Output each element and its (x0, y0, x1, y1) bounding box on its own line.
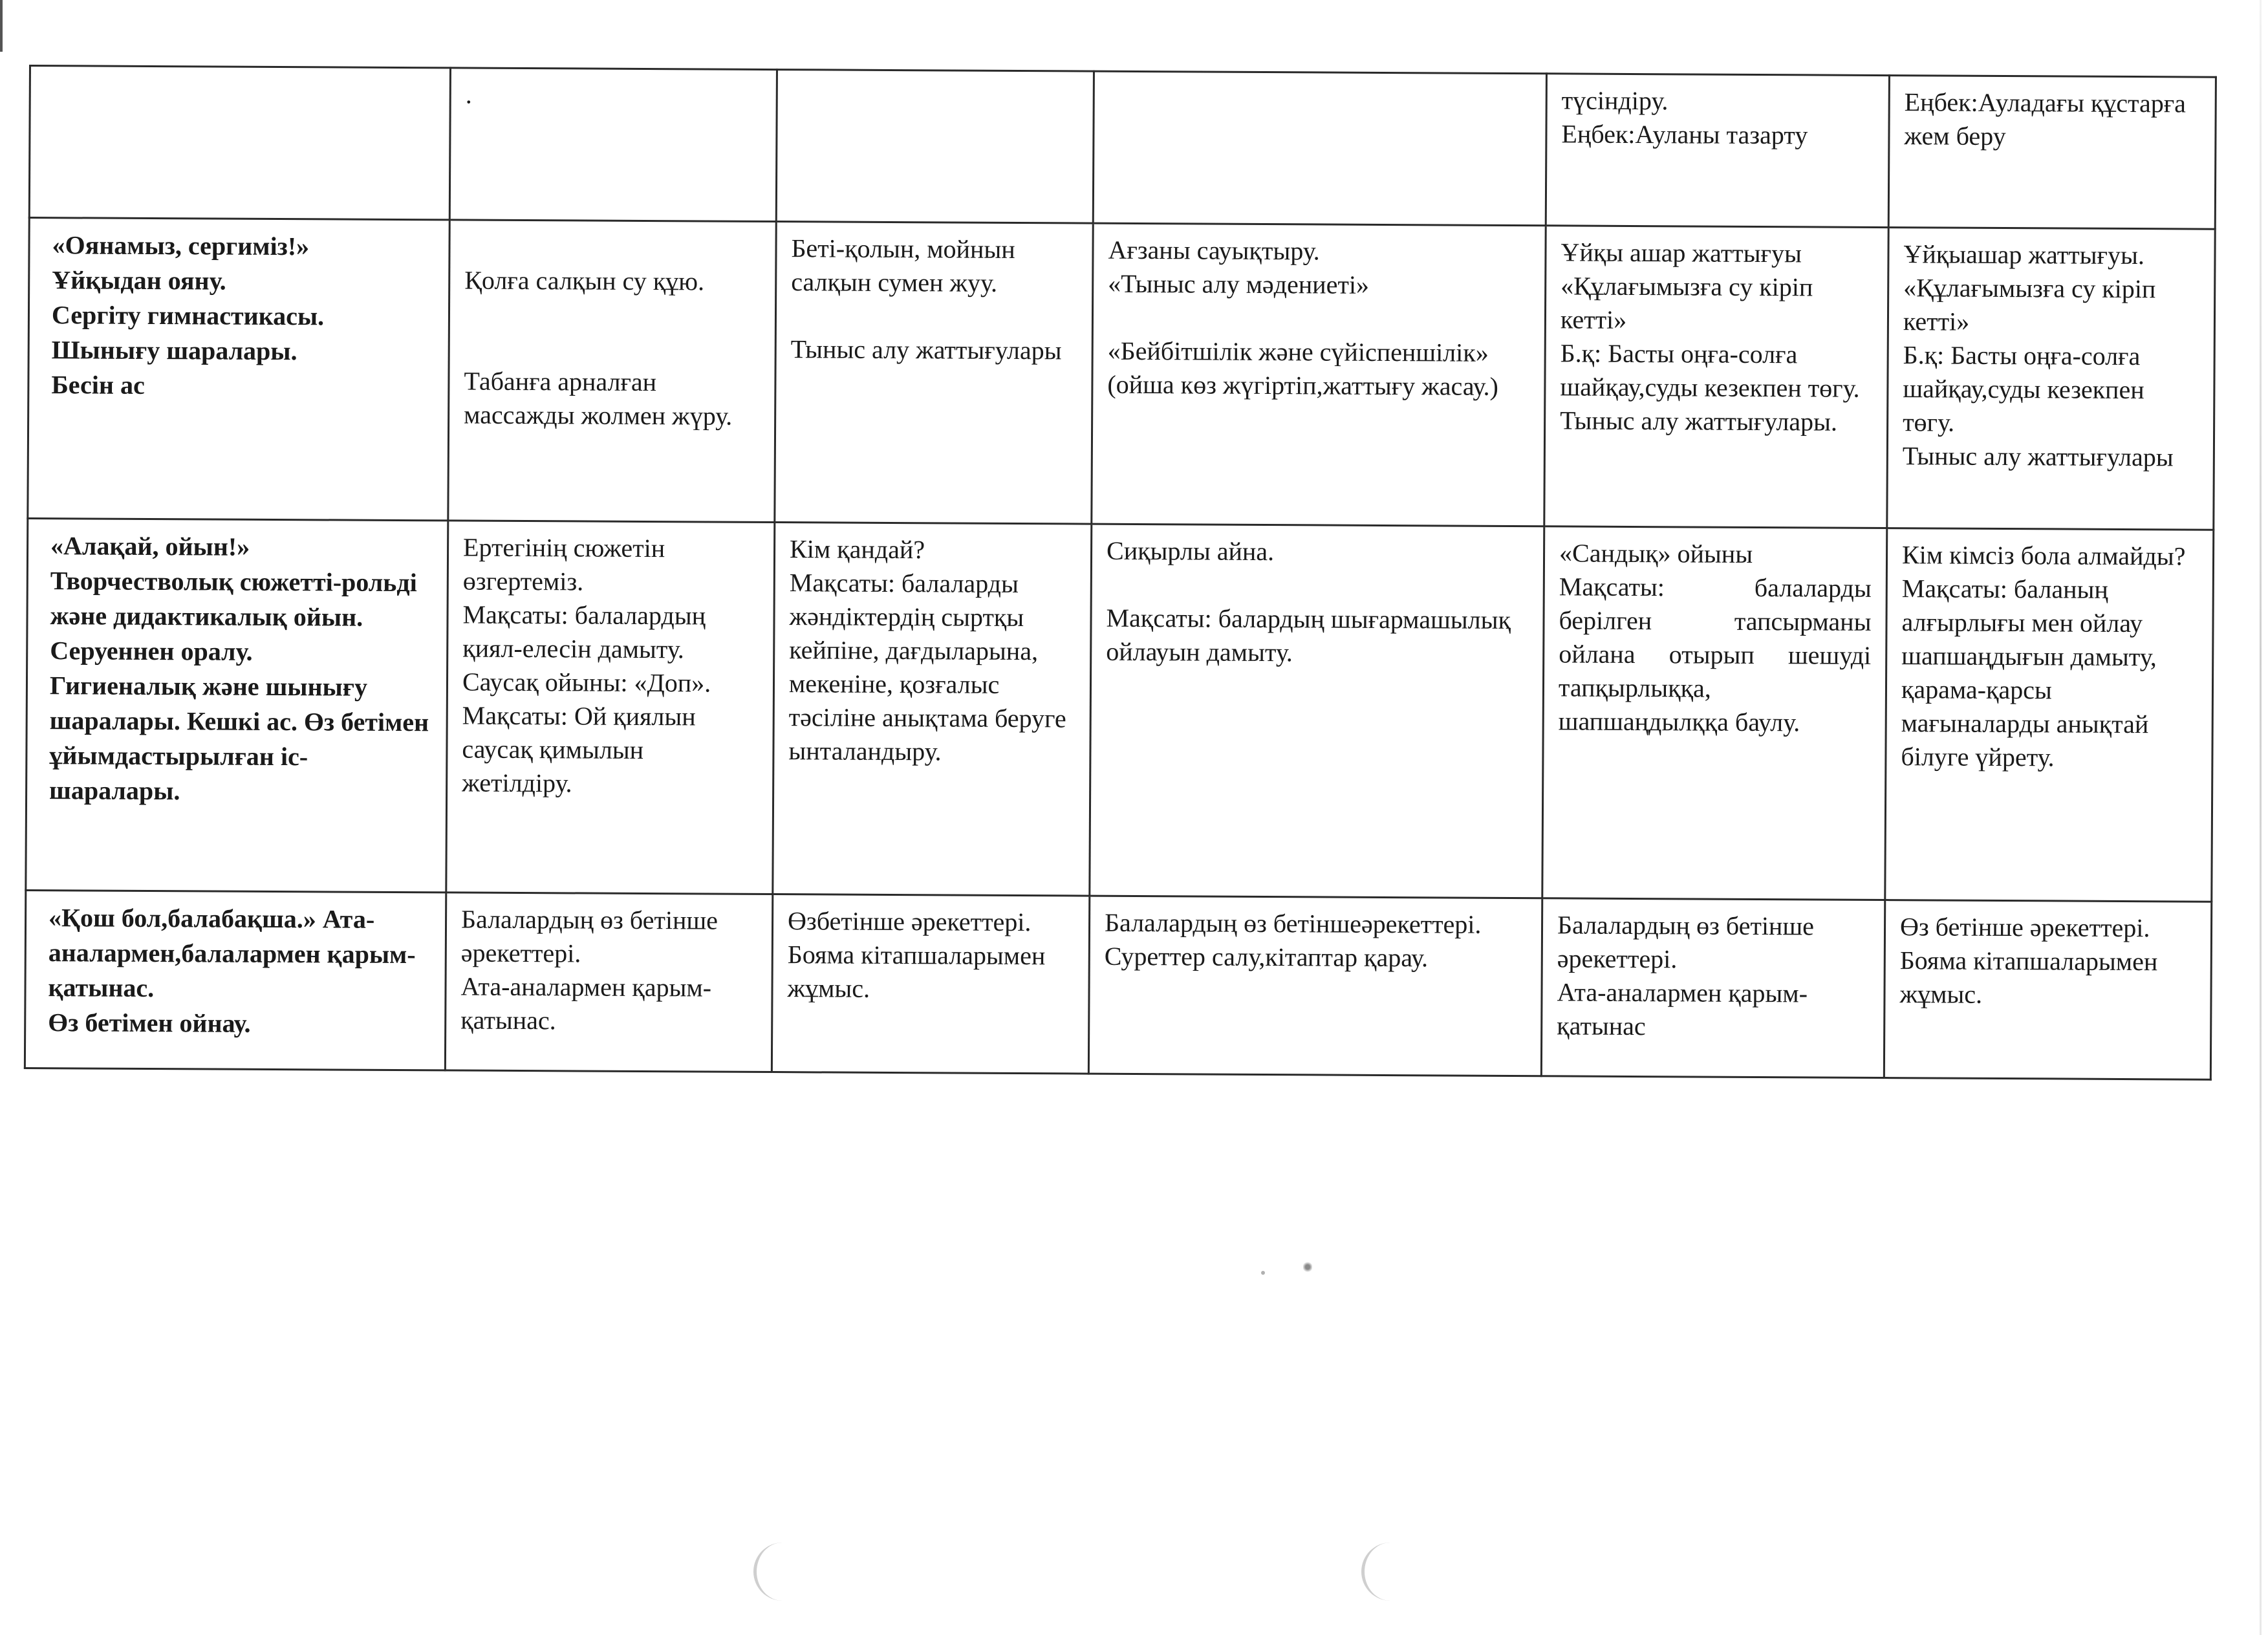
day-cell: Кім қандай? Мақсаты: балаларды жәндіктердің сыртқы кейпіне, дағдыларына, мекеніне, қозғалыс тәсіліне анықтама беруге ынталандыру. (773, 523, 1092, 896)
day-cell: Балалардың өз бетінше әрекеттері. Ата-аналармен қарым-қатынас. (445, 893, 772, 1072)
schedule-table (24, 65, 2217, 1081)
day-cell (1093, 71, 1546, 226)
table-row (26, 518, 2214, 902)
day-cell: Қолға салқын су құю. Табанға арналған массажды жолмен жүру. (448, 220, 776, 523)
day-cell: Кім кімсіз бола алмайды? Мақсаты: баланың алғырлығы мен ойлау шапшаңдығын дамыту, қарама-қарсы мағыналарды анықтай білуге үйрету. (1885, 528, 2214, 902)
activity-label-cell (29, 66, 450, 220)
day-cell: Балалардың өз бетінше әрекеттері. Ата-аналармен қарым-қатынас (1541, 898, 1885, 1078)
scan-edge-mark (0, 0, 3, 52)
day-cell: Өз бетінше әрекеттері. Бояма кітапшаларымен жұмыс. (1884, 900, 2211, 1080)
day-cell: Балалардың өз бетіншеәрекеттері. Суреттер салу,кітаптар қарау. (1088, 896, 1542, 1076)
day-cell: Ертегінің сюжетін өзгертеміз. Мақсаты: балалардың қиял-елесін дамыту. Саусақ ойыны: «Доп». Мақсаты: Ой қиялын саусақ қимылын жетілдіру. (446, 521, 775, 894)
day-cell: Беті-қолын, мойнын салқын сумен жуу. Тыныс алу жаттығулары (775, 222, 1093, 525)
day-cell: Ұйқыашар жаттығуы. «Құлағымызға су кіріп кетті» Б.қ: Басты оңға-солға шайқау,суды кезекпен төгу. Тыныс алу жаттығулары (1887, 228, 2215, 530)
day-cell: . (449, 68, 777, 222)
day-cell: Ағзаны сауықтыру. «Тыныс алу мәдениеті» «Бейбітшілік және сүйіспеншілік» (ойша көз жүгіртіп,жаттығу жасау.) (1092, 223, 1546, 526)
table-row (25, 890, 2211, 1079)
day-cell: Ұйқы ашар жаттығуы «Құлағымызға су кіріп кетті» Б.қ: Басты оңға-солға шайқау,суды кезекпен төгу. Тыныс алу жаттығулары. (1544, 226, 1888, 528)
day-cell: Өзбетінше әрекеттері. Бояма кітапшаларымен жұмыс. (772, 894, 1089, 1074)
punch-hole-mark (1361, 1543, 1403, 1601)
activity-label-cell: «Оянамыз, сергиміз!» Ұйқыдан ояну. Сергіту гимнастикасы. Шынығу шаралары. Бесін ас (28, 218, 449, 521)
day-cell: «Сандық» ойыны Мақсаты: балаларды берілген тапсырманы ойлана отырып шешуді тапқырлыққа, шапшаңдылққа баулу. (1542, 526, 1887, 900)
activity-label-cell: «Алақай, ойын!» Творчестволық сюжетті-рольді және дидактикалық ойын. Серуеннен оралу. Гигиеналық және шынығу шаралары. Кешкі ас. Өз бетімен ұйымдастырылған іс-шаралары. (26, 518, 448, 892)
activity-label-cell: «Қош бол,балабақша.» Ата-аналармен,балалармен қарым-қатынас. Өз бетімен ойнау. (25, 890, 446, 1070)
table-row (29, 66, 2216, 230)
scan-speck (1261, 1271, 1265, 1275)
scan-speck (1303, 1261, 1312, 1273)
day-cell: түсіндіру. Еңбек:Ауланы тазарту (1546, 74, 1889, 228)
punch-hole-mark (753, 1543, 795, 1601)
day-cell: Еңбек:Ауладағы құстарға жем беру (1888, 76, 2216, 230)
day-cell: Сиқырлы айна. Мақсаты: балардың шығармашылық ойлауын дамыту. (1090, 524, 1544, 898)
table-row (28, 218, 2215, 530)
scan-edge-shadow (2260, 0, 2262, 1635)
day-cell (776, 70, 1094, 224)
